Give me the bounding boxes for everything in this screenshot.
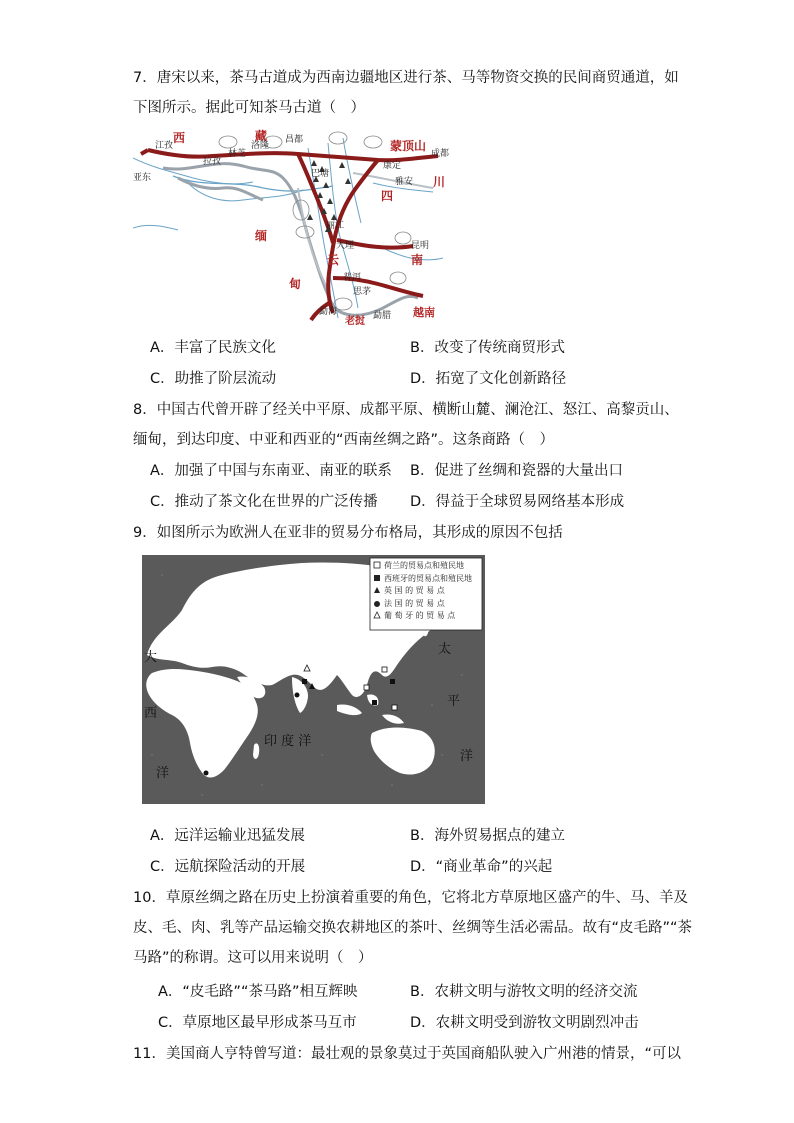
label-luolong: 洛隆 bbox=[251, 141, 270, 151]
q8-stem-line2: 缅甸，到达印度、中亚和西亚的“西南丝绸之路”。这条商路（ ） bbox=[133, 432, 555, 448]
label-yuenan: 越南 bbox=[413, 306, 435, 319]
q10-option-c[interactable]: C．草原地区最早形成茶马互市 bbox=[158, 1015, 357, 1031]
label-tai: 太 bbox=[438, 642, 452, 657]
q7-stem-line1: 7．唐宋以来，茶马古道成为西南边疆地区进行茶、马等物资交换的民间商贸通道，如 bbox=[133, 70, 679, 86]
q10-option-d[interactable]: D．农耕文明受到游牧文明剧烈冲击 bbox=[410, 1015, 639, 1031]
label-xi: 西 bbox=[173, 131, 186, 145]
q8-option-a[interactable]: A．加强了中国与东南亚、南亚的联系 bbox=[150, 463, 392, 479]
q7-option-c[interactable]: C．助推了阶层流动 bbox=[150, 371, 277, 387]
q9-option-a[interactable]: A．远洋运输业迅猛发展 bbox=[150, 828, 305, 844]
label-laowo: 老挝 bbox=[345, 316, 365, 326]
label-yun: 云 bbox=[327, 253, 340, 267]
label-menghai: 勐海 bbox=[319, 307, 338, 317]
label-ping: 平 bbox=[447, 694, 461, 709]
label-indian-ocean: 印 度 洋 bbox=[264, 734, 312, 749]
q7-stem-line2: 下图所示。据此可知茶马古道（ ） bbox=[133, 100, 365, 116]
label-lazi: 拉孜 bbox=[203, 157, 222, 167]
q8-stem-line1: 8．中国古代曾开辟了经关中平原、成都平原、横断山麓、澜沧江、怒江、高黎贡山、 bbox=[133, 402, 679, 418]
label-chuan: 川 bbox=[433, 175, 446, 189]
label-linzhi: 林芝 bbox=[228, 149, 247, 159]
legend-portuguese: 葡 萄 牙 的 贸 易 点 bbox=[384, 611, 456, 620]
q9-option-c[interactable]: C．远航探险活动的开展 bbox=[150, 859, 306, 875]
legend-dutch: 荷兰的贸易点和殖民地 bbox=[384, 561, 464, 570]
label-kunming: 昆明 bbox=[411, 241, 430, 251]
label-yang2: 洋 bbox=[460, 749, 474, 764]
q7-option-a[interactable]: A．丰富了民族文化 bbox=[150, 340, 276, 356]
label-lijiang: 丽江 bbox=[326, 221, 345, 231]
q8-option-d[interactable]: D．得益于全球贸易网络基本形成 bbox=[410, 494, 625, 510]
label-yang: 洋 bbox=[156, 766, 170, 781]
european-trade-map-svg bbox=[142, 555, 485, 804]
label-si: 四 bbox=[381, 189, 394, 203]
label-puer: 普洱 bbox=[343, 273, 362, 283]
q10-stem-line1: 10．草原丝绸之路在历史上扮演着重要的角色，它将北方草原地区盛产的牛、马、羊及 bbox=[133, 890, 688, 906]
q7-option-d[interactable]: D．拓宽了文化创新路径 bbox=[410, 371, 567, 387]
label-nan: 南 bbox=[411, 253, 424, 267]
label-mengla: 勐腊 bbox=[373, 311, 392, 321]
label-da: 大 bbox=[144, 650, 158, 665]
european-trade-map bbox=[142, 555, 485, 804]
label-changdu: 昌都 bbox=[285, 135, 304, 145]
q10-stem-line2: 皮、毛、肉、乳等产品运输交换农耕地区的茶叶、丝绸等生活必需品。故有“皮毛路”“茶 bbox=[133, 920, 693, 936]
q10-option-a[interactable]: A．“皮毛路”“茶马路”相互辉映 bbox=[158, 984, 358, 1000]
tea-horse-road-map-svg bbox=[133, 128, 460, 326]
label-batang: 巴塘 bbox=[311, 169, 330, 179]
label-dian: 甸 bbox=[289, 277, 302, 291]
label-mian: 缅 bbox=[255, 229, 268, 243]
label-zang: 藏 bbox=[255, 129, 268, 143]
q10-option-b[interactable]: B．农耕文明与游牧文明的经济交流 bbox=[410, 984, 638, 1000]
legend-british: 英 国 的 贸 易 点 bbox=[384, 586, 445, 595]
label-mengdingshan: 蒙顶山 bbox=[390, 139, 427, 153]
label-simao: 思茅 bbox=[353, 287, 372, 297]
q8-option-c[interactable]: C．推动了茶文化在世界的广泛传播 bbox=[150, 494, 378, 510]
label-xi: 西 bbox=[144, 706, 158, 721]
label-jiangzi: 江孜 bbox=[155, 141, 174, 151]
label-yadong: 亚东 bbox=[133, 173, 152, 183]
q9-option-b[interactable]: B．海外贸易据点的建立 bbox=[410, 828, 565, 844]
label-chengdu: 成都 bbox=[431, 149, 450, 159]
q10-stem-line3: 马路”的称谓。这可以用来说明（ ） bbox=[133, 950, 373, 966]
tea-horse-road-map bbox=[133, 128, 460, 326]
q9-stem: 9．如图所示为欧洲人在亚非的贸易分布格局，其形成的原因不包括 bbox=[133, 525, 563, 541]
label-dali: 大理 bbox=[336, 241, 355, 251]
q8-option-b[interactable]: B．促进了丝绸和瓷器的大量出口 bbox=[410, 463, 623, 479]
label-kangding: 康定 bbox=[383, 161, 402, 171]
q9-option-d[interactable]: D．“商业革命”的兴起 bbox=[410, 859, 553, 875]
legend-french: 法 国 的 贸 易 点 bbox=[384, 599, 445, 608]
q7-option-b[interactable]: B．改变了传统商贸形式 bbox=[410, 340, 565, 356]
legend-spanish: 西班牙的贸易点和殖民地 bbox=[384, 574, 472, 583]
label-yaan: 雅安 bbox=[395, 177, 414, 187]
q11-stem-line1: 11．美国商人亨特曾写道：最壮观的景象莫过于英国商船队驶入广州港的情景，“可以 bbox=[133, 1046, 681, 1062]
